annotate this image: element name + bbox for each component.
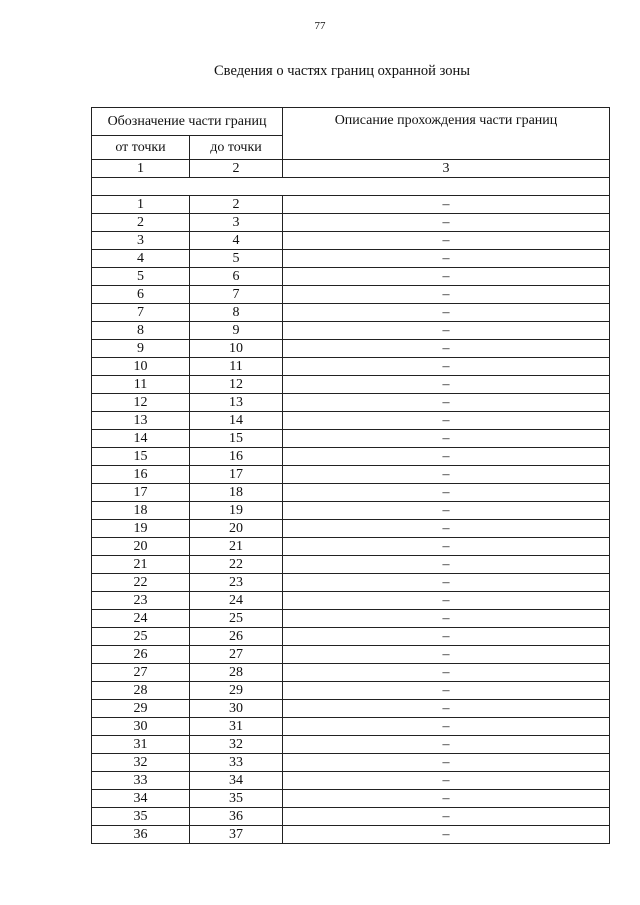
from-point-cell: 32 xyxy=(92,754,190,772)
from-point-cell: 13 xyxy=(92,412,190,430)
table-row xyxy=(92,430,610,448)
description-cell: – xyxy=(283,394,610,412)
table-row xyxy=(92,808,610,826)
from-point-cell: 22 xyxy=(92,574,190,592)
to-point-cell: 36 xyxy=(190,808,283,826)
table-row xyxy=(92,646,610,664)
table-row xyxy=(92,736,610,754)
table-row xyxy=(92,322,610,340)
from-point-cell: 20 xyxy=(92,538,190,556)
from-point-cell: 34 xyxy=(92,790,190,808)
table-row xyxy=(92,538,610,556)
from-point-cell: 28 xyxy=(92,682,190,700)
description-cell: – xyxy=(283,826,610,844)
table-row xyxy=(92,394,610,412)
to-point-cell: 5 xyxy=(190,250,283,268)
description-cell: – xyxy=(283,214,610,232)
description-cell: – xyxy=(283,322,610,340)
column-number-row xyxy=(92,160,610,178)
from-point-cell: 24 xyxy=(92,610,190,628)
table-row xyxy=(92,340,610,358)
table-row xyxy=(92,754,610,772)
from-point-cell: 30 xyxy=(92,718,190,736)
to-point-cell: 4 xyxy=(190,232,283,250)
description-cell: – xyxy=(283,268,610,286)
from-point-cell: 25 xyxy=(92,628,190,646)
from-point-cell: 2 xyxy=(92,214,190,232)
description-cell: – xyxy=(283,808,610,826)
page-number: 77 xyxy=(314,20,326,32)
from-point-cell: 36 xyxy=(92,826,190,844)
description-cell: – xyxy=(283,790,610,808)
to-point-cell: 27 xyxy=(190,646,283,664)
to-point-cell: 17 xyxy=(190,466,283,484)
description-cell: – xyxy=(283,376,610,394)
to-point-cell: 9 xyxy=(190,322,283,340)
from-point-cell: 17 xyxy=(92,484,190,502)
table-row xyxy=(92,232,610,250)
from-point-cell: 6 xyxy=(92,286,190,304)
from-point-cell: 14 xyxy=(92,430,190,448)
from-point-cell: 33 xyxy=(92,772,190,790)
to-point-cell: 33 xyxy=(190,754,283,772)
to-point-cell: 6 xyxy=(190,268,283,286)
table-row xyxy=(92,790,610,808)
description-cell: – xyxy=(283,592,610,610)
to-point-cell: 7 xyxy=(190,286,283,304)
header-description: Описание прохождения части границ xyxy=(283,108,610,160)
description-cell: – xyxy=(283,466,610,484)
from-point-cell: 5 xyxy=(92,268,190,286)
table-row xyxy=(92,574,610,592)
to-point-cell: 20 xyxy=(190,520,283,538)
from-point-cell: 18 xyxy=(92,502,190,520)
table-row xyxy=(92,628,610,646)
from-point-cell: 9 xyxy=(92,340,190,358)
description-cell: – xyxy=(283,412,610,430)
from-point-cell: 8 xyxy=(92,322,190,340)
to-point-cell: 15 xyxy=(190,430,283,448)
to-point-cell: 24 xyxy=(190,592,283,610)
table-row xyxy=(92,268,610,286)
from-point-cell: 21 xyxy=(92,556,190,574)
description-cell: – xyxy=(283,574,610,592)
from-point-cell: 23 xyxy=(92,592,190,610)
to-point-cell: 11 xyxy=(190,358,283,376)
to-point-cell: 28 xyxy=(190,664,283,682)
table-row xyxy=(92,466,610,484)
to-point-cell: 3 xyxy=(190,214,283,232)
from-point-cell: 19 xyxy=(92,520,190,538)
table-row xyxy=(92,718,610,736)
from-point-cell: 29 xyxy=(92,700,190,718)
to-point-cell: 26 xyxy=(190,628,283,646)
to-point-cell: 22 xyxy=(190,556,283,574)
description-cell: – xyxy=(283,196,610,214)
to-point-cell: 34 xyxy=(190,772,283,790)
table-row xyxy=(92,304,610,322)
description-cell: – xyxy=(283,718,610,736)
table-row xyxy=(92,610,610,628)
to-point-cell: 14 xyxy=(190,412,283,430)
description-cell: – xyxy=(283,484,610,502)
table-row xyxy=(92,196,610,214)
from-point-cell: 15 xyxy=(92,448,190,466)
description-cell: – xyxy=(283,646,610,664)
to-point-cell: 19 xyxy=(190,502,283,520)
description-cell: – xyxy=(283,304,610,322)
boundary-parts-table xyxy=(91,107,610,844)
description-cell: – xyxy=(283,286,610,304)
description-cell: – xyxy=(283,430,610,448)
to-point-cell: 16 xyxy=(190,448,283,466)
to-point-cell: 23 xyxy=(190,574,283,592)
from-point-cell: 12 xyxy=(92,394,190,412)
blank-row xyxy=(92,178,610,196)
from-point-cell: 16 xyxy=(92,466,190,484)
table-row xyxy=(92,502,610,520)
from-point-cell: 3 xyxy=(92,232,190,250)
description-cell: – xyxy=(283,664,610,682)
description-cell: – xyxy=(283,700,610,718)
table-row xyxy=(92,520,610,538)
table-row xyxy=(92,358,610,376)
from-point-cell: 27 xyxy=(92,664,190,682)
table-row xyxy=(92,826,610,844)
to-point-cell: 12 xyxy=(190,376,283,394)
blank-cell xyxy=(92,178,610,196)
to-point-cell: 13 xyxy=(190,394,283,412)
table-row xyxy=(92,772,610,790)
table-row xyxy=(92,250,610,268)
header-designation: Обозначение части границ xyxy=(92,108,283,136)
from-point-cell: 4 xyxy=(92,250,190,268)
description-cell: – xyxy=(283,754,610,772)
description-cell: – xyxy=(283,772,610,790)
description-cell: – xyxy=(283,358,610,376)
from-point-cell: 10 xyxy=(92,358,190,376)
from-point-cell: 1 xyxy=(92,196,190,214)
to-point-cell: 10 xyxy=(190,340,283,358)
table-row xyxy=(92,700,610,718)
to-point-cell: 29 xyxy=(190,682,283,700)
table-row xyxy=(92,682,610,700)
from-point-cell: 26 xyxy=(92,646,190,664)
table-row xyxy=(92,592,610,610)
table-row xyxy=(92,556,610,574)
description-cell: – xyxy=(283,232,610,250)
description-cell: – xyxy=(283,502,610,520)
description-cell: – xyxy=(283,628,610,646)
description-cell: – xyxy=(283,448,610,466)
table-row xyxy=(92,448,610,466)
table-row xyxy=(92,376,610,394)
table-body xyxy=(92,196,610,844)
description-cell: – xyxy=(283,556,610,574)
table-row xyxy=(92,484,610,502)
to-point-cell: 30 xyxy=(190,700,283,718)
table-row xyxy=(92,412,610,430)
to-point-cell: 8 xyxy=(190,304,283,322)
table-row xyxy=(92,214,610,232)
column-number: 2 xyxy=(190,160,283,178)
from-point-cell: 35 xyxy=(92,808,190,826)
to-point-cell: 2 xyxy=(190,196,283,214)
description-cell: – xyxy=(283,520,610,538)
description-cell: – xyxy=(283,538,610,556)
column-number: 3 xyxy=(283,160,610,178)
table-row xyxy=(92,286,610,304)
to-point-cell: 32 xyxy=(190,736,283,754)
from-point-cell: 11 xyxy=(92,376,190,394)
description-cell: – xyxy=(283,682,610,700)
table-row xyxy=(92,664,610,682)
column-number: 1 xyxy=(92,160,190,178)
from-point-cell: 7 xyxy=(92,304,190,322)
description-cell: – xyxy=(283,736,610,754)
from-point-cell: 31 xyxy=(92,736,190,754)
to-point-cell: 25 xyxy=(190,610,283,628)
description-cell: – xyxy=(283,340,610,358)
description-cell: – xyxy=(283,610,610,628)
to-point-cell: 18 xyxy=(190,484,283,502)
header-from-point: от точки xyxy=(92,136,190,160)
to-point-cell: 35 xyxy=(190,790,283,808)
to-point-cell: 21 xyxy=(190,538,283,556)
header-to-point: до точки xyxy=(190,136,283,160)
description-cell: – xyxy=(283,250,610,268)
document-title: Сведения о частях границ охранной зоны xyxy=(214,63,470,79)
to-point-cell: 37 xyxy=(190,826,283,844)
to-point-cell: 31 xyxy=(190,718,283,736)
